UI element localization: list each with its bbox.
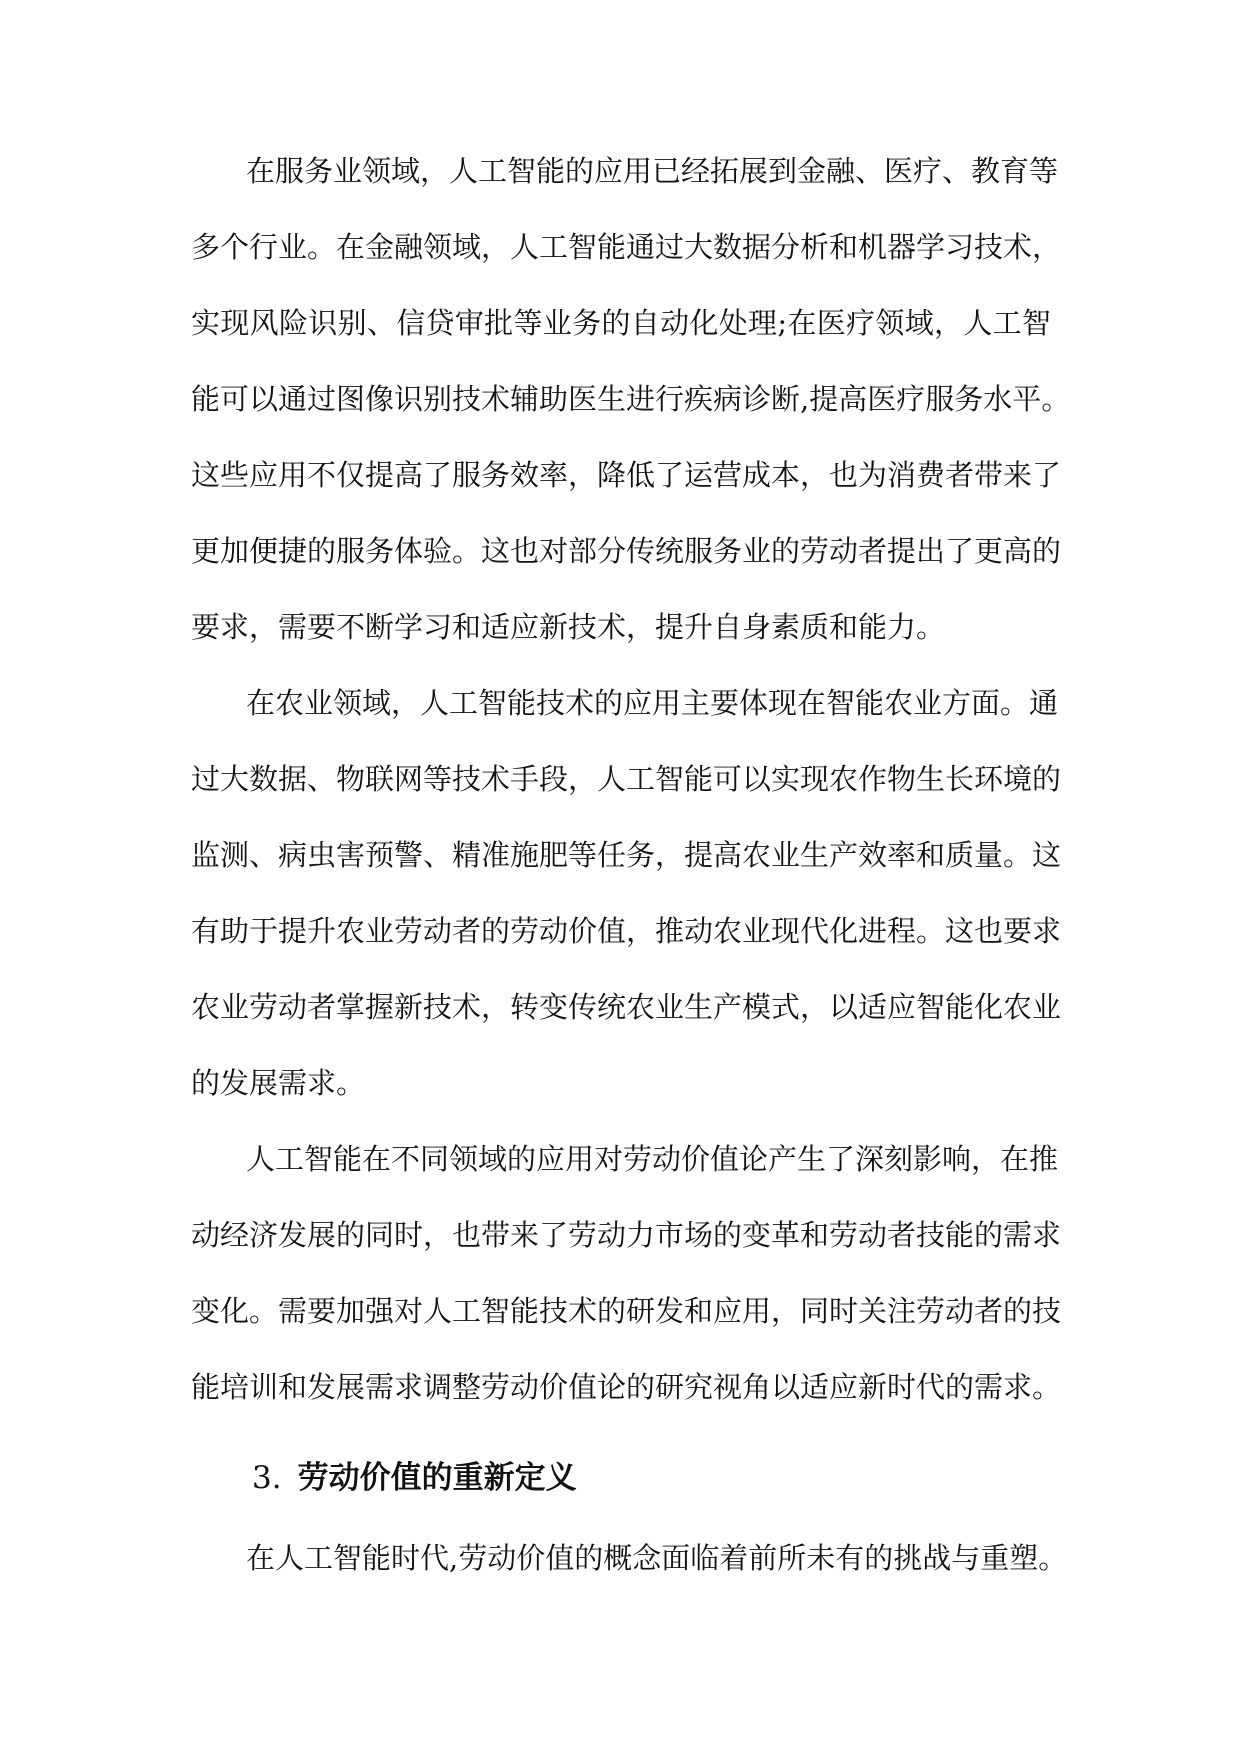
paragraph-1-line-1: 在服务业领域，人工智能的应用已经拓展到金融、医疗、教育等: [246, 154, 1059, 188]
paragraph-1-line-2: 多个行业。在金融领域，人工智能通过大数据分析和机器学习技术，: [191, 230, 1062, 264]
paragraph-3-line-2: 动经济发展的同时，也带来了劳动力市场的变革和劳动者技能的需求: [191, 1218, 1062, 1252]
paragraph-3-line-3: 变化。需要加强对人工智能技术的研发和应用，同时关注劳动者的技: [191, 1294, 1062, 1328]
section-number: 3.: [252, 1460, 282, 1496]
section-heading: [252, 1458, 577, 1498]
paragraph-3-line-1: 人工智能在不同领域的应用对劳动价值论产生了深刻影响，在推: [246, 1142, 1059, 1176]
paragraph-2-line-3: 监测、病虫害预警、精准施肥等任务，提高农业生产效率和质量。这: [191, 838, 1062, 872]
closing-line: 在人工智能时代,劳动价值的概念面临着前所未有的挑战与重塑。: [246, 1541, 1068, 1575]
paragraph-3-line-4: 能培训和发展需求调整劳动价值论的研究视角以适应新时代的需求。: [191, 1370, 1062, 1404]
paragraph-1-line-3: 实现风险识别、信贷审批等业务的自动化处理;在医疗领域，人工智: [191, 306, 1051, 340]
paragraph-1-line-7: 要求，需要不断学习和适应新技术，提升自身素质和能力。: [191, 610, 946, 644]
paragraph-2-line-6: 的发展需求。: [191, 1066, 366, 1100]
paragraph-2-line-4: 有助于提升农业劳动者的劳动价值，推动农业现代化进程。这也要求: [191, 914, 1062, 948]
paragraph-1-line-4: 能可以通过图像识别技术辅助医生进行疾病诊断,提高医疗服务水平。: [191, 382, 1071, 416]
section-title: 劳动价值的重新定义: [297, 1460, 577, 1496]
paragraph-2-line-2: 过大数据、物联网等技术手段，人工智能可以实现农作物生长环境的: [191, 762, 1062, 796]
paragraph-1-line-6: 更加便捷的服务体验。这也对部分传统服务业的劳动者提出了更高的: [191, 534, 1062, 568]
paragraph-2-line-1: 在农业领域，人工智能技术的应用主要体现在智能农业方面。通: [246, 686, 1059, 720]
paragraph-2-line-5: 农业劳动者掌握新技术，转变传统农业生产模式，以适应智能化农业: [191, 990, 1062, 1024]
paragraph-1-line-5: 这些应用不仅提高了服务效率，降低了运营成本，也为消费者带来了: [191, 458, 1062, 492]
